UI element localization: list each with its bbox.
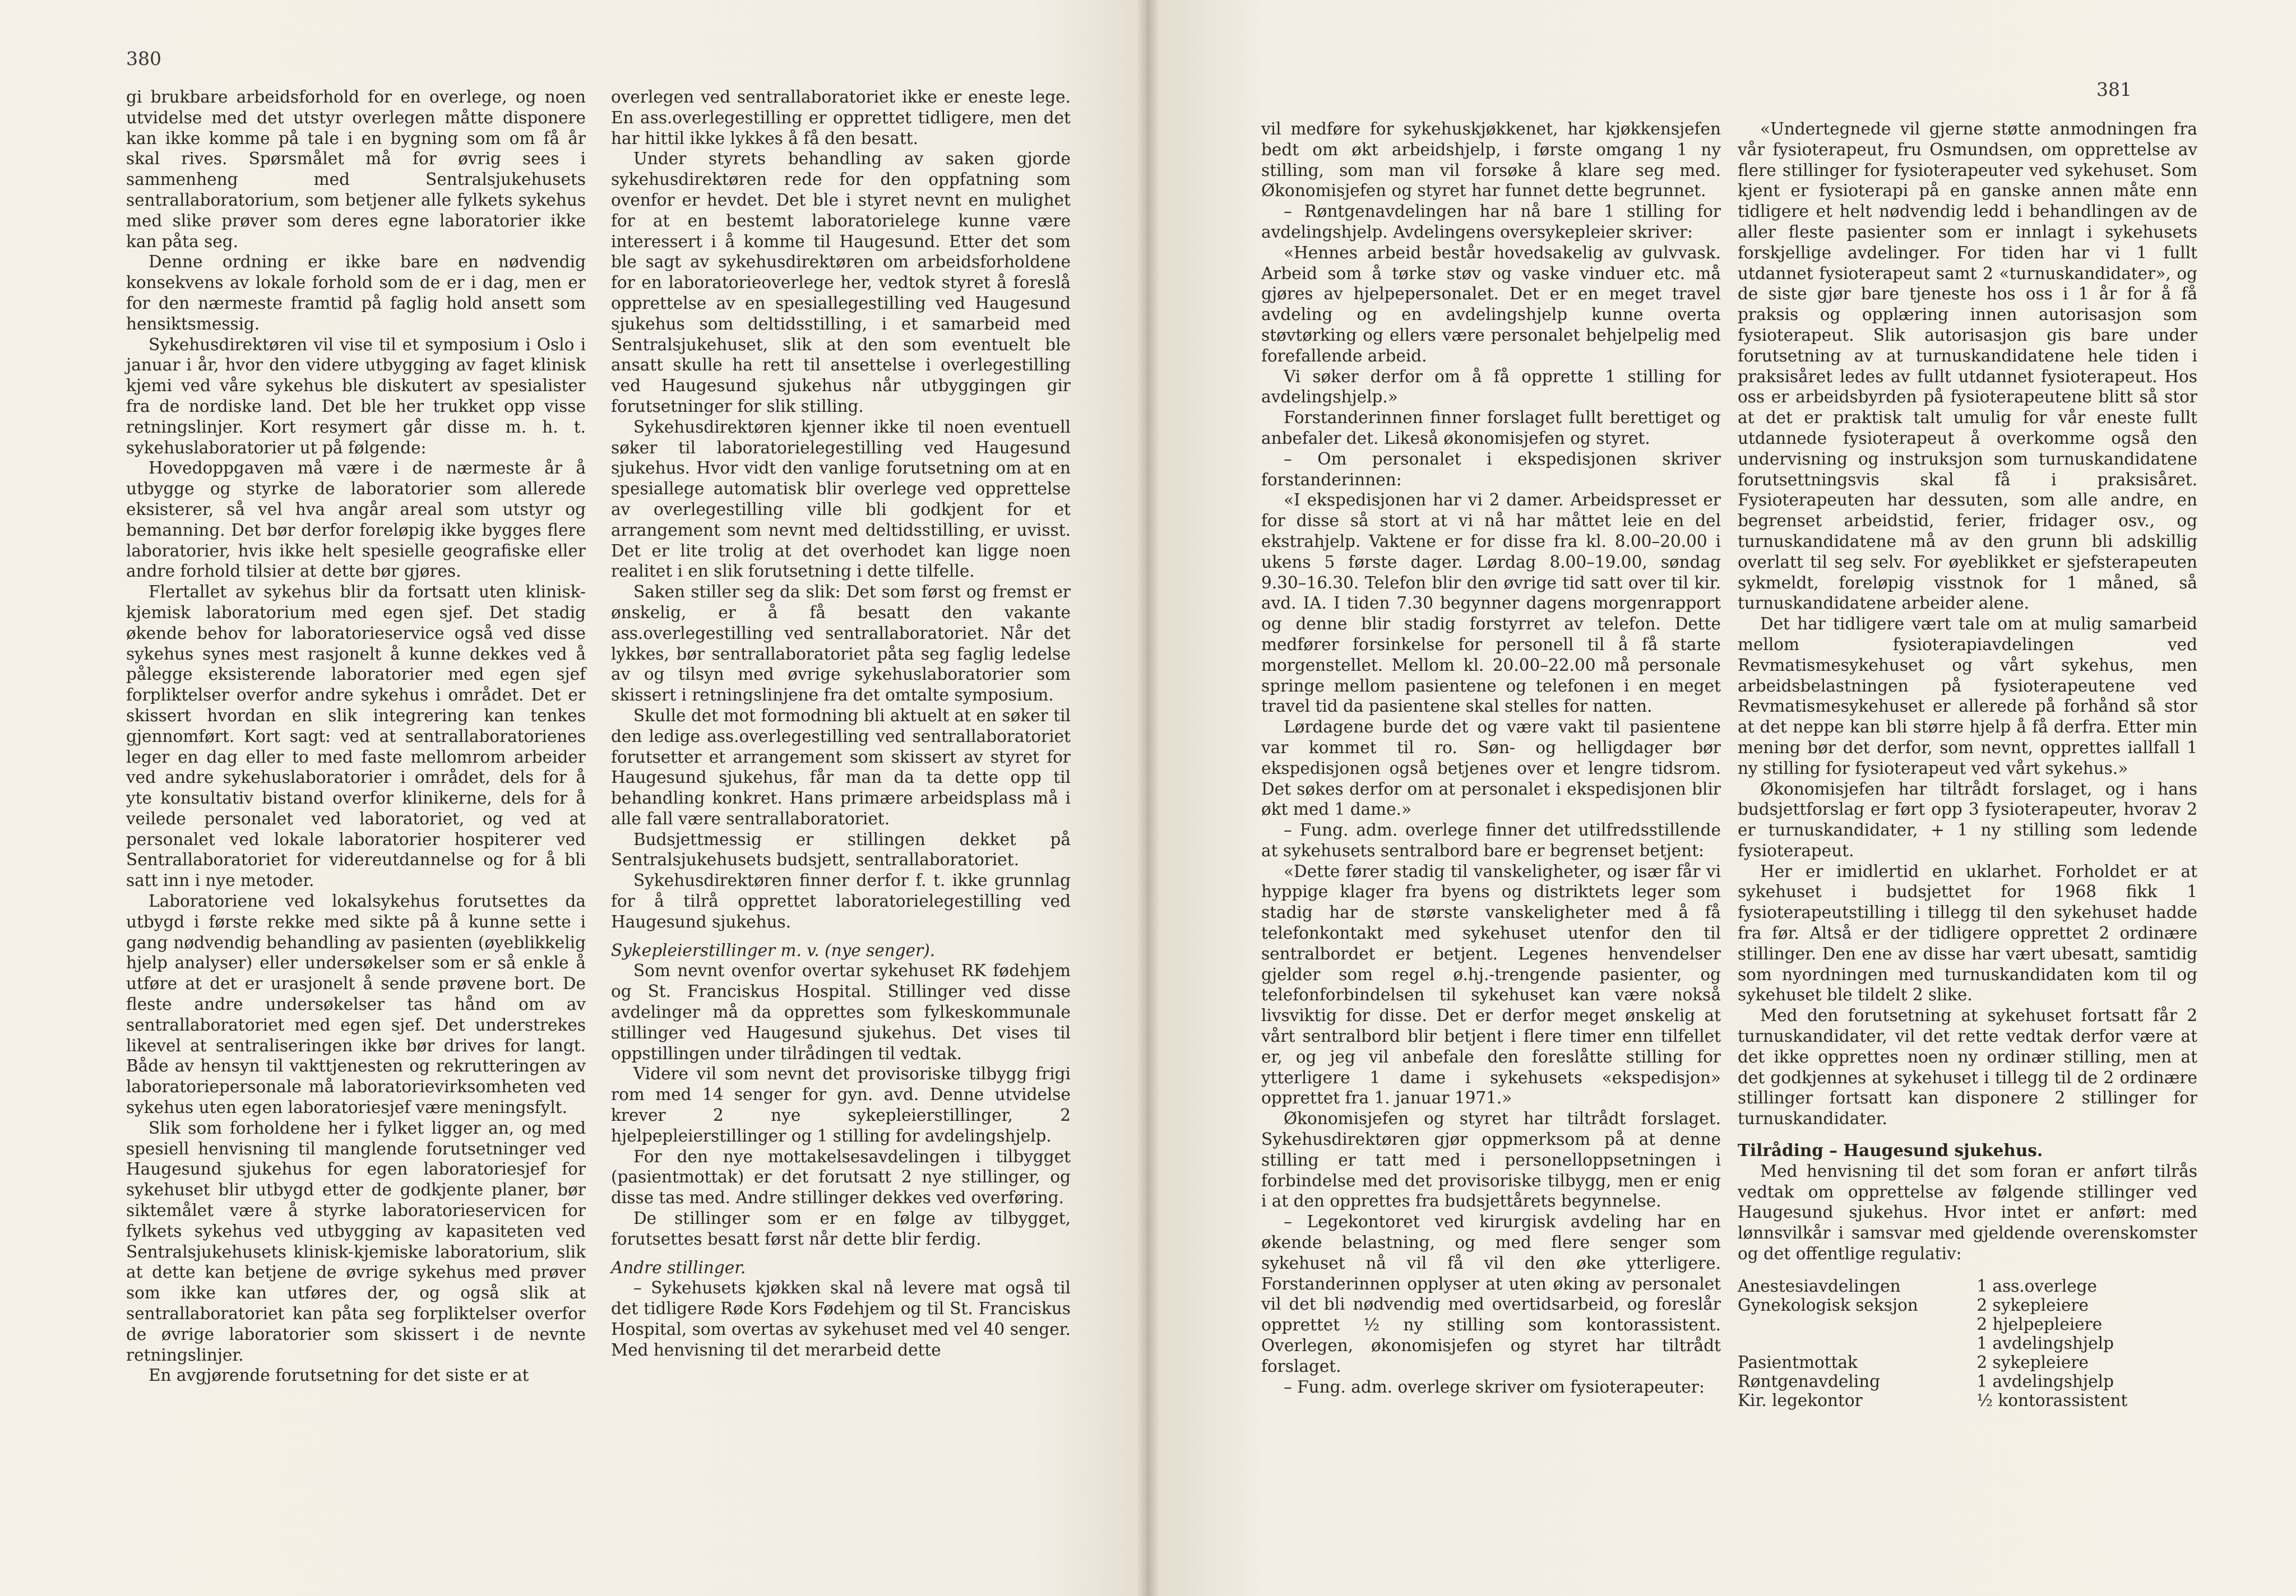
paragraph: Budsjettmessig er stillingen dekket på Sentralsjukehusets budsjett, sentrallaboratoriet. [611, 829, 1071, 870]
paragraph: Sykehusdirektøren finner derfor f. t. ikke grunnlag for å tilrå opprettet laboratorielegestilling ved Haugesund sjukehus. [611, 871, 1071, 931]
table-cell-position: 2 sykepleiere [1976, 1295, 2089, 1315]
table-cell-position: 2 sykepleiere [1976, 1352, 2089, 1372]
paragraph: Med den forutsetning at sykehuset fortsatt får 2 turnuskandidater, vil det rette vedtak derfor være at det ikke opprettes noen ny ordinær stilling, men at det godkjennes at sykehuset i tillegg til de 2 ordinære stillinger fortsatt kan disponere 2 stillinger for turnuskandidater. [1738, 1006, 2197, 1129]
paragraph: Flertallet av sykehus blir da fortsatt uten klinisk-kjemisk laboratorium med egen sjef. Det stadig økende behov for laboratorieservice også ved disse sykehus synes mest rasjonelt å kunne dekkes ved å pålegge eksisterende laboratorier med egen sjef forpliktelser overfor andre sykehus i området. Det er skissert hvordan en slik integrering kan tenkes gjennomført. Kort sagt: ved at sentrallaboratorienes leger en dag eller to med faste mellomrom arbeider ved andre sykehuslaboratorier i området, dels for å yte konsultativ bistand overfor klinikerne, dels for å veilede personalet ved laboratoriet, og ved at personalet ved lokale laboratorier hospiterer ved Sentrallaboratoriet for videreutdannelse og for å bli satt inn i nye metoder. [126, 582, 586, 890]
paragraph: – Sykehusets kjøkken skal nå levere mat også til det tidligere Røde Kors Fødehjem og til St. Franciskus Hospital, som overtas av sykehuset med vel 40 senger. Med henvisning til det merarbeid dette [611, 1278, 1071, 1360]
table-row [1738, 1353, 2197, 1372]
paragraph: – Om personalet i ekspedisjonen skriver forstanderinnen: [1261, 449, 1721, 489]
section-subheading: Sykepleierstillinger m. v. (nye senger). [611, 940, 936, 960]
table-cell-department [1738, 1315, 1976, 1334]
paragraph: Laboratoriene ved lokalsykehus forutsettes da utbygd i første rekke med sikte på å kunne sette i gang nødvendig behandling av pasienten (øyeblikkelig hjelp analyser) eller undersøkelser som er så enkle å utføre at det er urasjonelt å sende prøvene bort. De fleste andre undersøkelser tas hånd om av sentrallaboratoriet med egen sjef. Det understrekes likevel at sentraliseringen ikke bør drives for langt. Både av hensyn til vakttjenesten og rekrutteringen av laboratoriepersonale må laboratorievirksomheten ved sykehus uten egen laboratoriesjef være meningsfylt. [126, 892, 586, 1117]
section-subheading: Andre stillinger. [611, 1258, 746, 1277]
paragraph: For den nye mottakelsesavdelingen i tilbygget (pasientmottak) er det forutsatt 2 nye stillinger, og disse tas med. Andre stillinger dekkes ved overføring. [611, 1147, 1071, 1208]
paragraph: Videre vil som nevnt det provisoriske tilbygg frigi rom med 14 senger for gyn. avd. Denne utvidelse krever 2 nye sykepleierstillinger, 2 hjelpepleierstillinger og 1 stilling for avdelingshjelp. [611, 1064, 1071, 1145]
table-row [1738, 1334, 2197, 1353]
table-cell-position: 2 hjelpepleiere [1976, 1314, 2103, 1334]
paragraph: Det har tidligere vært tale om at mulig samarbeid mellom fysioterapiavdelingen ved Revmatismesykehuset og vårt sykehus, men arbeidsbelastningen på fysioterapeutene ved Revmatismesykehuset er allerede på forhånd så stor at det neppe kan bli større hjelp å få derfra. Etter min mening bør det derfor, som nevnt, opprettes iallfall 1 ny stilling for fysioterapeut ved vårt sykehus.» [1738, 614, 2197, 778]
paragraph: Sykehusdirektøren kjenner ikke til noen eventuell søker til laboratorielegestilling ved Haugesund sjukehus. Hvor vidt den vanlige forutsetning om at en spesiallege automatisk blir overlege ved opprettelse av overlegestilling ville bli godkjent for et arrangement som nevnt med deltidsstilling, er uvisst. Det er lite trolig at det overhodet kan ligge noen realitet i en slik forutsetning i dette tilfelle. [611, 417, 1071, 581]
paragraph: Med henvisning til det som foran er anført tilrås vedtak om opprettelse av følgende stillinger ved Haugesund sjukehus. Hvor intet er anført: med lønnsvilkår i samsvar med gjeldende overenskomster og det offentlige regulativ: [1738, 1161, 2197, 1264]
paragraph: Her er imidlertid en uklarhet. Forholdet er at sykehuset i budsjettet for 1968 fikk 1 fysioterapeutstilling i tillegg til den sykehuset hadde fra før. Altså er der tidligere opprettet 2 ordinære stillinger. Den ene av disse har vært ubesatt, samtidig som nyordningen med turnuskandidaten kom til og sykehuset ble tildelt 2 slike. [1738, 861, 2197, 1005]
paragraph: De stillinger som er en følge av tilbygget, forutsettes besatt først når dette blir ferdig. [611, 1209, 1071, 1249]
paragraph: Som nevnt ovenfor overtar sykehuset RK fødehjem og St. Franciskus Hospital. Stillinger ved disse avdelinger må da opprettes som fylkeskommunale stillinger ved Haugesund sjukehus. Det vises til oppstillingen under tilrådingen til vedtak. [611, 961, 1071, 1063]
right-column-2 [1738, 119, 2197, 1410]
table-row [1738, 1296, 2197, 1315]
paragraph: – Røntgenavdelingen har nå bare 1 stilling for avdelingshjelp. Avdelingens oversykepleier skriver: [1261, 202, 1721, 242]
table-row [1738, 1315, 2197, 1334]
table-cell-position: 1 ass.overlege [1976, 1276, 2098, 1296]
table-cell-department: Gynekologisk seksjon [1738, 1295, 1918, 1315]
paragraph: vil medføre for sykehuskjøkkenet, har kjøkkensjefen bedt om økt arbeidshjelp, i første omgang 1 ny stilling, som man vil forsøke å klare seg med. Økonomisjefen og styret har funnet dette begrunnet. [1261, 119, 1721, 201]
section-heading: Tilråding – Haugesund sjukehus. [1738, 1140, 2043, 1161]
table-cell-department: Kir. legekontor [1738, 1390, 1863, 1410]
positions-table [1738, 1277, 2197, 1410]
quoted-paragraph: «I ekspedisjonen har vi 2 damer. Arbeidspresset er for disse så stort at vi nå har måttet leie en del ekstrahjelp. Vaktene er for disse fra kl. 8.00–20.00 i ukens 5 første dager. Lørdag 8.00–19.00, søndag 9.30–16.30. Telefon blir den øvrige tid satt over til kir. avd. IA. I tiden 7.30 begynner dagens morgenrapport og denne blir stadig forstyrret av telefon. Dette medfører forsinkelse for personell til å få starte morgenstellet. Mellom kl. 20.00–22.00 må personale springe mellom pasientene og telefonen i en meget travel tid da pasientene skal stelles for natten. [1261, 490, 1721, 716]
paragraph: Forstanderinnen finner forslaget fullt berettiget og anbefaler det. Likeså økonomisjefen og styret. [1261, 408, 1721, 448]
table-cell-department: Røntgenavdeling [1738, 1371, 1881, 1391]
paragraph: – Legekontoret ved kirurgisk avdeling har en økende belastning, og med flere senger som sykehuset nå vil få vil den øke ytterligere. Forstanderinnen opplyser at uten øking av personalet vil det bli nødvendig med overtidsarbeid, og foreslår opprettet ½ ny stilling som kontorassistent. Overlegen, økonomisjefen og styret har tiltrådt forslaget. [1261, 1212, 1721, 1376]
page-number-left: 380 [126, 48, 161, 69]
page-number-right: 381 [2096, 78, 2132, 100]
left-column-2 [611, 87, 1071, 1361]
left-column-1 [126, 87, 586, 1386]
book-gutter [1137, 0, 1159, 1596]
table-row [1738, 1372, 2197, 1391]
paragraph: Hovedoppgaven må være i de nærmeste år å utbygge og styrke de laboratorier som allerede eksisterer, så vel hva angår areal som utstyr og bemanning. Det bør derfor foreløpig ikke bygges flere laboratorier, hvis ikke helt spesielle geografiske eller andre forhold tilsier at dette bør gjøres. [126, 458, 586, 581]
paragraph: En avgjørende forutsetning for det siste er at [149, 1366, 529, 1385]
paragraph: Økonomisjefen har tiltrådt forslaget, og i hans budsjettforslag er ført opp 3 fysioterapeuter, hvorav 2 er turnuskandidater, + 1 ny stilling som ledende fysioterapeut. [1738, 779, 2197, 860]
paragraph: Lørdagene burde det og være vakt til pasientene var kommet til ro. Søn- og helligdager bør ekspedisjonen også betjenes over et lengre tidsrom. Det søkes derfor om at personalet i ekspedisjonen blir økt med 1 dame.» [1261, 717, 1721, 819]
table-row [1738, 1277, 2197, 1296]
paragraph: Vi søker derfor om å få opprette 1 stilling for avdelingshjelp.» [1261, 366, 1721, 407]
paragraph: Sykehusdirektøren vil vise til et symposium i Oslo i januar i år, hvor den videre utbygging av faget klinisk kjemi ved våre sykehus ble diskutert av spesialister fra de nordiske land. Det ble her trukket opp visse retningslinjer. Kort resymert går disse m. h. t. sykehuslaboratorier ut på følgende: [126, 335, 586, 457]
paragraph: Denne ordning er ikke bare en nødvendig konsekvens av lokale forhold som de er i dag, men er for den nærmeste framtid på faglig hold ansett som hensiktsmessig. [126, 252, 586, 333]
quoted-paragraph: «Undertegnede vil gjerne støtte anmodningen fra vår fysioterapeut, fru Osmundsen, om opprettelse av flere stillinger for fysioterapeuter ved sykehuset. Som kjent er fysioterapi på en ganske annen måte enn tidligere et helt nødvendig ledd i behandlingen av de aller fleste pasienter som er innlagt i sykehusets forskjellige avdelinger. For tiden har vi 1 fullt utdannet fysioterapeut samt 2 «turnuskandidater», og de siste gjør bare tjeneste hos oss i 1 år for å få praksis og opplæring innen autorisasjon som fysioterapeut. Slik autorisasjon gis bare under forutsetning av at turnuskandidatene hele tiden i praksisåret ledes av fullt utdannet fysioterapeut. Hos oss er arbeidsbyrden på fysioterapeutene blitt så stor at det er praktisk talt umulig for vår eneste fullt utdannede fysioterapeut å overkomme også den undervisning og instruksjon som turnuskandidatene forutsettningsvis skal få i praksisåret. Fysioterapeuten har dessuten, som alle andre, en begrenset arbeidstid, ferier, fridager osv., og turnuskandidatene må av den grunn bli adskillig overlatt til seg selv. For øyeblikket er sjefsterapeuten sykmeldt, foreløpig visstnok for 1 måned, så turnuskandidatene arbeider alene. [1738, 119, 2197, 613]
paragraph: gi brukbare arbeidsforhold for en overlege, og noen utvidelse med det utstyr overlegen måtte disponere kan ikke komme på tale i en bygning som om få år skal rives. Spørsmålet må for øvrig sees i sammenheng med Sentralsjukehusets sentrallaboratorium, som betjener alle fylkets sykehus med slike prøver som deres egne laboratorier ikke kan påta seg. [126, 87, 586, 251]
quoted-paragraph: «Dette fører stadig til vanskeligheter, og især får vi hyppige klager fra byens og distriktets leger som stadig har de største vanskeligheter med å få telefonkontakt med sykehuset utenfor den til sentralbordet er betjent. Legenes henvendelser gjelder som regel ø.hj.-trengende pasienter, og telefonforbindelsen til sykehuset kan være nokså livsviktig for disse. Det er derfor meget ønskelig at vårt sentralbord blir betjent i flere timer enn tilfellet er, og jeg vil anbefale den foreslåtte stilling for ytterligere 1 dame i sykehusets «ekspedisjon» opprettet fra 1. januar 1971.» [1261, 861, 1721, 1108]
table-cell-department: Pasientmottak [1738, 1352, 1858, 1372]
paragraph: overlegen ved sentrallaboratoriet ikke er eneste lege. En ass.overlegestilling er opprettet tidligere, men det har hittil ikke lykkes å få den besatt. [611, 87, 1071, 148]
table-cell-department: Anestesiavdelingen [1738, 1276, 1901, 1296]
table-cell-position: 1 avdelingshjelp [1976, 1333, 2114, 1353]
quoted-paragraph: «Hennes arbeid består hovedsakelig av gulvvask. Arbeid som å tørke støv og vaske vinduer etc. må gjøres av hjelpepersonalet. Det er en meget travel avdeling og en avdelingshjelp kunne overta støvtørking og ellers være personalet behjelpelig med forefallende arbeid. [1261, 243, 1721, 365]
table-cell-position: ½ kontorassistent [1976, 1390, 2128, 1410]
paragraph: Slik som forholdene her i fylket ligger an, og med spesiell henvisning til manglende forutsetninger ved Haugesund sjukehus for egen laboratoriesjef for sykehuset blir utbygd etter de godkjente planer, bør siktemålet være å styrke laboratorieservicen for fylkets sykehus ved utbygging av kapasiteten ved Sentralsjukehusets klinisk-kjemiske laboratorium, slik at dette kan betjene de øvrige sykehus med prøver som ikke kan utføres der, og også slik at sentrallaboratoriet kan påta seg forpliktelser overfor de øvrige laboratorier som skissert i de nevnte retningslinjer. [126, 1118, 586, 1365]
paragraph: Skulle det mot formodning bli aktuelt at en søker til den ledige ass.overlegestilling ved sentrallaboratoriet forutsetter et arrangement som skissert av styret for Haugesund sjukehus, får man da ta dette opp til behandling konkret. Hans primære arbeidsplass må i alle fall være sentrallaboratoriet. [611, 706, 1071, 828]
paragraph: – Fung. adm. overlege skriver om fysioterapeuter: [1284, 1377, 1705, 1396]
right-column-1 [1261, 119, 1721, 1397]
table-cell-department [1738, 1334, 1976, 1353]
paragraph: Økonomisjefen og styret har tiltrådt forslaget. Sykehusdirektøren gjør oppmerksom på at denne stilling er tatt med i personelloppsetningen i forbindelse med det provisoriske tilbygg, men er enig i at den opprettes fra budsjettårets begynnelse. [1261, 1109, 1721, 1211]
paragraph: Saken stiller seg da slik: Det som først og fremst er ønskelig, er å få besatt den vakante ass.overlegestilling ved sentrallaboratoriet. Når det lykkes, bør sentrallaboratoriet påta seg faglig ledelse av og tilsyn med øvrige sykehuslaboratorier som skissert i retningslinjene fra det omtalte symposium. [611, 582, 1071, 705]
table-row [1738, 1391, 2197, 1410]
table-cell-position: 1 avdelingshjelp [1976, 1371, 2114, 1391]
paragraph: – Fung. adm. overlege finner det utilfredsstillende at sykehusets sentralbord bare er begrenset betjent: [1261, 820, 1721, 860]
paragraph: Under styrets behandling av saken gjorde sykehusdirektøren rede for den oppfatning som ovenfor er hevdet. Det ble i styret nevnt en mulighet for at en bestemt laboratorielege kunne være interessert i å komme til Haugesund. Etter det som ble sagt av sykehusdirektøren om arbeidsforholdene for en laboratorieoverlege her, vedtok styret å foreslå opprettelse av en spesiallegestilling ved Haugesund sjukehus som deltidsstilling, i et samarbeid med Sentralsjukehuset, slik at den som eventuelt ble ansatt skulle ha rett til ansettelse i overlegestilling ved Haugesund sjukehus når utbyggingen gir forutsetninger for slik stilling. [611, 149, 1071, 416]
